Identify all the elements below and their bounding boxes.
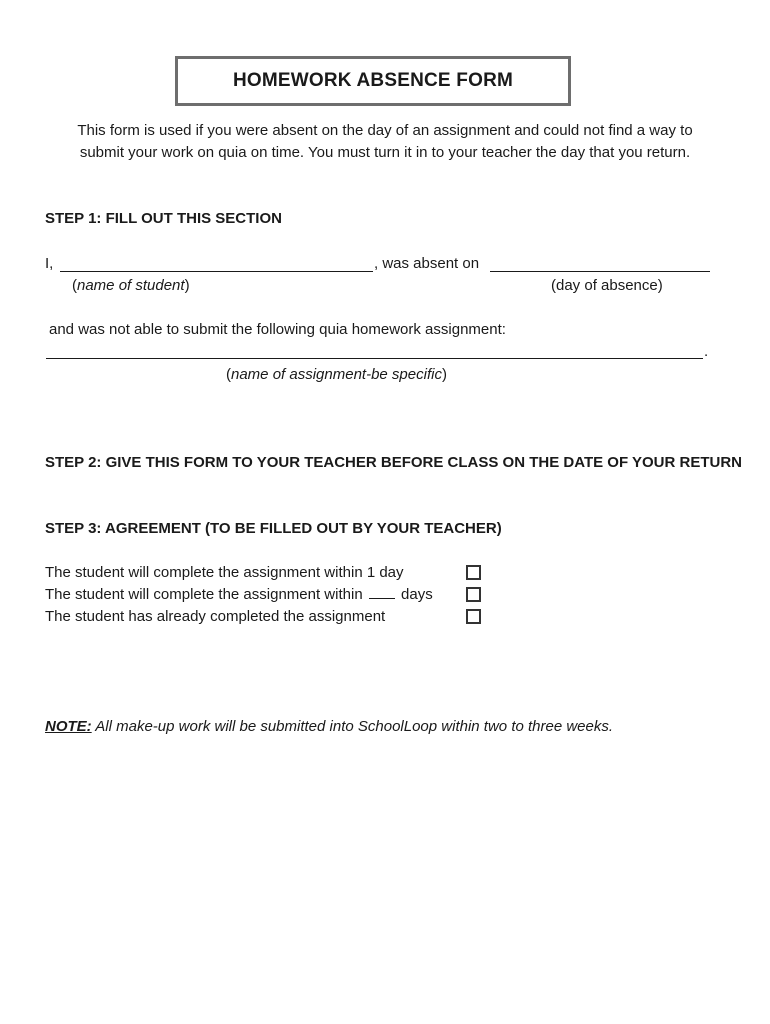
form-title-box: [175, 56, 571, 106]
assignment-hint: (name of assignment-be specific): [226, 366, 447, 383]
step1-prefix: I,: [45, 255, 54, 272]
intro-line-2: submit your work on quia on time. You must turn it in to your teacher the day that you return.: [79, 144, 691, 161]
option-2-label: The student will complete the assignment within days: [45, 586, 433, 603]
note-label: NOTE:: [45, 718, 92, 735]
step1-heading: STEP 1: FILL OUT THIS SECTION: [45, 210, 282, 227]
absent-on-text: , was absent on: [374, 255, 480, 272]
step2-heading: STEP 2: GIVE THIS FORM TO YOUR TEACHER BEFORE CLASS ON THE DATE OF YOUR RETURN: [45, 454, 743, 471]
assignment-period: .: [704, 343, 709, 360]
days-count-field[interactable]: [369, 586, 395, 599]
option-1-label: The student will complete the assignment within 1 day: [45, 564, 404, 581]
assignment-text: and was not able to submit the following quia homework assignment:: [49, 321, 506, 338]
date-hint: (day of absence): [551, 277, 663, 294]
option-3-label: The student has already completed the assignment: [45, 608, 386, 625]
assignment-name-field[interactable]: [46, 358, 703, 359]
step3-heading: STEP 3: AGREEMENT (TO BE FILLED OUT BY YOUR TEACHER): [45, 520, 502, 537]
option-1-checkbox[interactable]: [466, 565, 481, 580]
absence-date-field[interactable]: [490, 271, 710, 272]
option-3-checkbox[interactable]: [466, 609, 481, 624]
student-name-hint: (name of student): [72, 277, 190, 294]
note: [45, 718, 613, 735]
intro-line-1: This form is used if you were absent on the day of an assignment and could not find a way to: [77, 122, 693, 139]
note-text: All make-up work will be submitted into SchoolLoop within two to three weeks.: [91, 718, 614, 735]
form-title: HOMEWORK ABSENCE FORM: [232, 70, 514, 91]
option-2-checkbox[interactable]: [466, 587, 481, 602]
student-name-field[interactable]: [60, 271, 373, 272]
